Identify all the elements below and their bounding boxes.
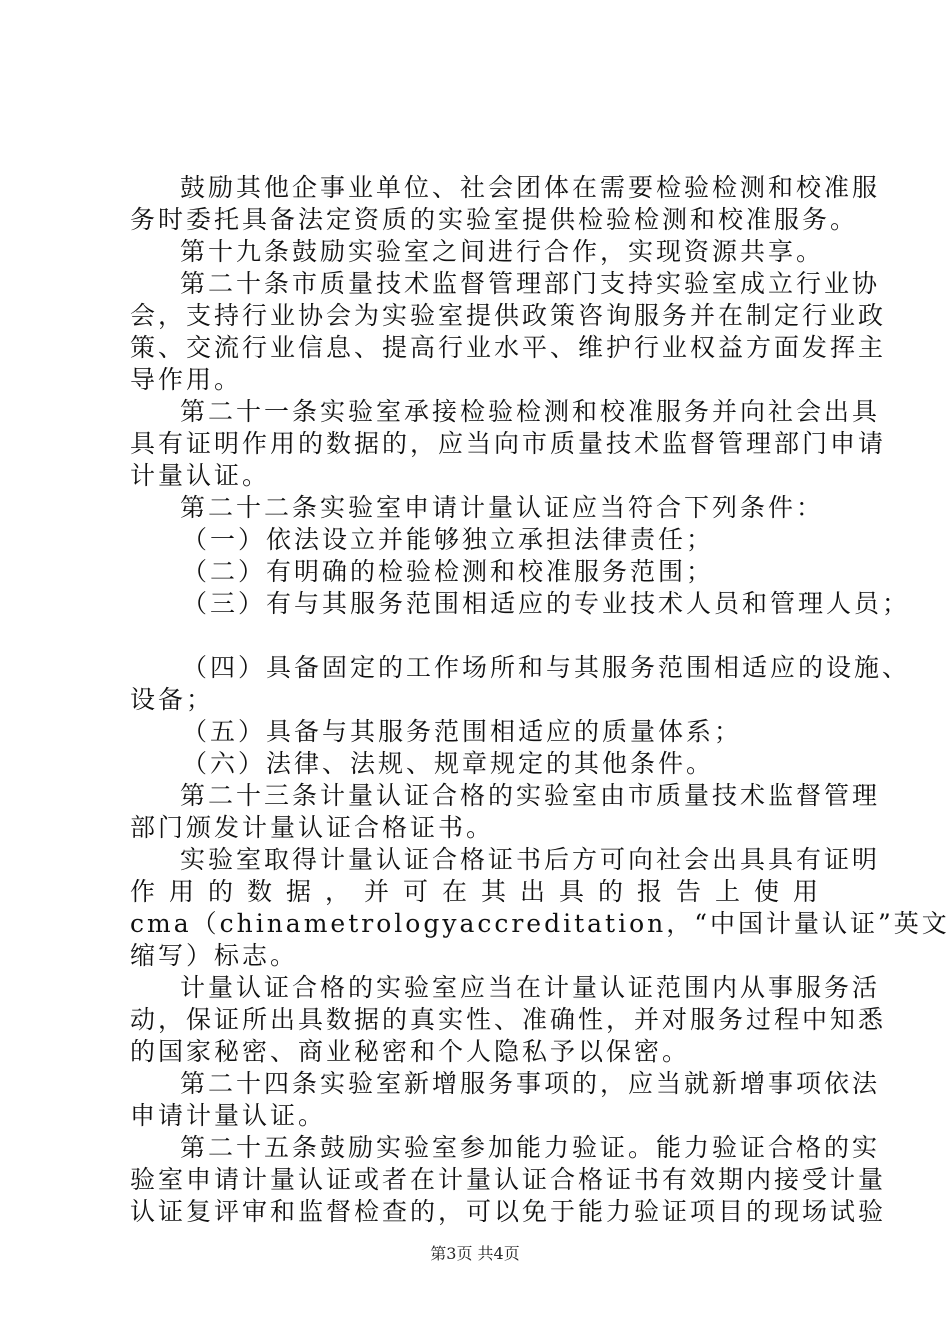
list-item: （五）具备与其服务范围相适应的质量体系； [182, 717, 743, 746]
paragraph-line: 第二十三条计量认证合格的实验室由市质量技术监督管理 [180, 781, 881, 810]
paragraph-line: 第十九条鼓励实验室之间进行合作，实现资源共享。 [180, 237, 825, 266]
paragraph-line: 策、交流行业信息、提高行业水平、维护行业权益方面发挥主 [130, 333, 887, 362]
paragraph-line: 第二十条市质量技术监督管理部门支持实验室成立行业协 [180, 269, 881, 298]
paragraph-line: 验室申请计量认证或者在计量认证合格证书有效期内接受计量 [130, 1165, 887, 1194]
paragraph-line: 第二十五条鼓励实验室参加能力验证。能力验证合格的实 [180, 1133, 881, 1162]
list-item: （二）有明确的检验检测和校准服务范围； [182, 557, 715, 586]
paragraph-line: 缩写）标志。 [130, 941, 299, 970]
paragraph-line: 申请计量认证。 [130, 1101, 327, 1130]
paragraph-line: 第二十一条实验室承接检验检测和校准服务并向社会出具 [180, 397, 881, 426]
paragraph-line: 鼓励其他企事业单位、社会团体在需要检验检测和校准服 [180, 173, 881, 202]
paragraph-line: 务时委托具备法定资质的实验室提供检验检测和校准服务。 [130, 205, 859, 234]
list-item: （一）依法设立并能够独立承担法律责任； [182, 525, 715, 554]
paragraph-line: 计量认证合格的实验室应当在计量认证范围内从事服务活 [180, 973, 881, 1002]
blank-line [130, 620, 830, 652]
paragraph-line: 实验室取得计量认证合格证书后方可向社会出具具有证明 [180, 845, 881, 874]
paragraph-line: 动，保证所出具数据的真实性、准确性，并对服务过程中知悉 [130, 1005, 887, 1034]
paragraph-line: 会，支持行业协会为实验室提供政策咨询服务并在制定行业政 [130, 301, 887, 330]
list-item: （三）有与其服务范围相适应的专业技术人员和管理人员； [182, 589, 911, 618]
document-body [130, 172, 950, 1228]
paragraph-line: 的国家秘密、商业秘密和个人隐私予以保密。 [130, 1037, 691, 1066]
list-item: （六）法律、法规、规章规定的其他条件。 [182, 749, 715, 778]
paragraph-line: 计量认证。 [130, 461, 271, 490]
paragraph-line: 导作用。 [130, 365, 243, 394]
list-item: （四）具备固定的工作场所和与其服务范围相适应的设施、 [182, 653, 911, 682]
paragraph-line: 第二十二条实验室申请计量认证应当符合下列条件： [180, 493, 825, 522]
paragraph-line: 部门颁发计量认证合格证书。 [130, 813, 495, 842]
paragraph-line: 设备； [130, 685, 215, 714]
page-number-footer: 第3页 共4页 [430, 1244, 520, 1263]
paragraph-line: 认证复评审和监督检查的，可以免于能力验证项目的现场试验 [130, 1197, 887, 1226]
paragraph-line: 具有证明作用的数据的，应当向市质量技术监督管理部门申请 [130, 429, 887, 458]
paragraph-line: 第二十四条实验室新增服务事项的，应当就新增事项依法 [180, 1069, 881, 1098]
paragraph-line: 作用的数据，并可在其出具的报告上使用 [130, 877, 833, 906]
paragraph-line: cma（chinametrologyaccreditation，“中国计量认证”英文 [130, 909, 950, 938]
